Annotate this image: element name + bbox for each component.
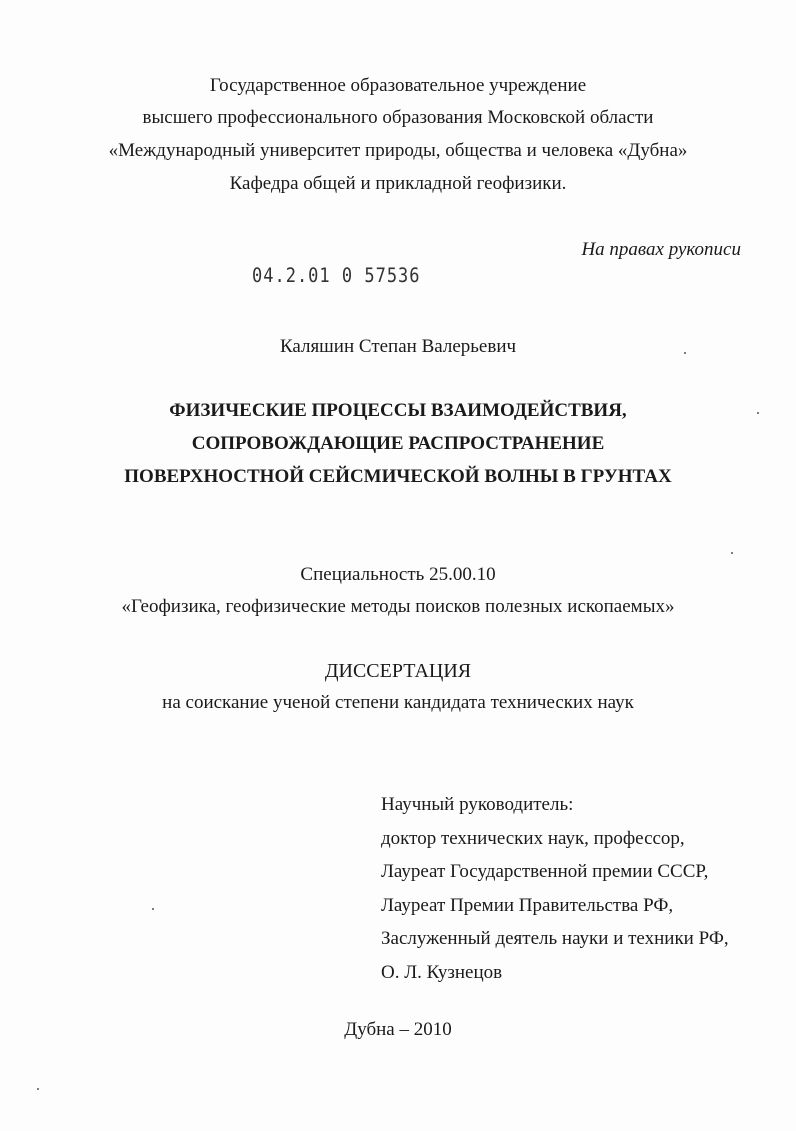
department-line: Кафедра общей и прикладной геофизики. [229, 173, 567, 194]
institution-line-2: высшего профессионального образования Московской области [142, 107, 654, 128]
scan-speck [152, 908, 154, 910]
supervisor-block [381, 788, 729, 989]
institution-line-3: «Международный университет природы, общества и человека «Дубна» [108, 140, 688, 161]
institution-line-1: Государственное образовательное учреждение [209, 75, 587, 96]
supervisor-degree: доктор технических наук, профессор, [381, 827, 685, 849]
supervisor-award-3: Заслуженный деятель науки и техники РФ, [381, 928, 729, 949]
supervisor-name: О. Л. Кузнецов [381, 961, 503, 983]
scan-speck [684, 352, 686, 354]
manuscript-note: На правах рукописи [581, 239, 741, 260]
supervisor-award-1: Лауреат Государственной премии СССР, [381, 861, 709, 882]
library-stamp-number: 04.2.01 0 57536 [252, 264, 421, 288]
degree-line: на соискание ученой степени кандидата технических наук [162, 692, 634, 713]
place-year: Дубна – 2010 [344, 1019, 452, 1040]
title-line-2: СОПРОВОЖДАЮЩИЕ РАСПРОСТРАНЕНИЕ [191, 433, 605, 454]
supervisor-award-2: Лауреат Премии Правительства РФ, [381, 894, 674, 916]
scan-speck [757, 412, 759, 414]
author-name: Каляшин Степан Валерьевич [279, 336, 517, 357]
title-line-3: ПОВЕРХНОСТНОЙ СЕЙСМИЧЕСКОЙ ВОЛНЫ В ГРУНТАХ [124, 466, 672, 487]
specialty-name: «Геофизика, геофизические методы поисков полезных ископаемых» [121, 596, 675, 617]
supervisor-label: Научный руководитель: [381, 794, 574, 815]
scan-speck [37, 1088, 39, 1090]
scan-speck [731, 552, 733, 554]
dissertation-heading: ДИССЕРТАЦИЯ [324, 660, 472, 682]
specialty-code: Специальность 25.00.10 [300, 564, 496, 585]
title-line-1: ФИЗИЧЕСКИЕ ПРОЦЕССЫ ВЗАИМОДЕЙСТВИЯ, [169, 400, 627, 421]
